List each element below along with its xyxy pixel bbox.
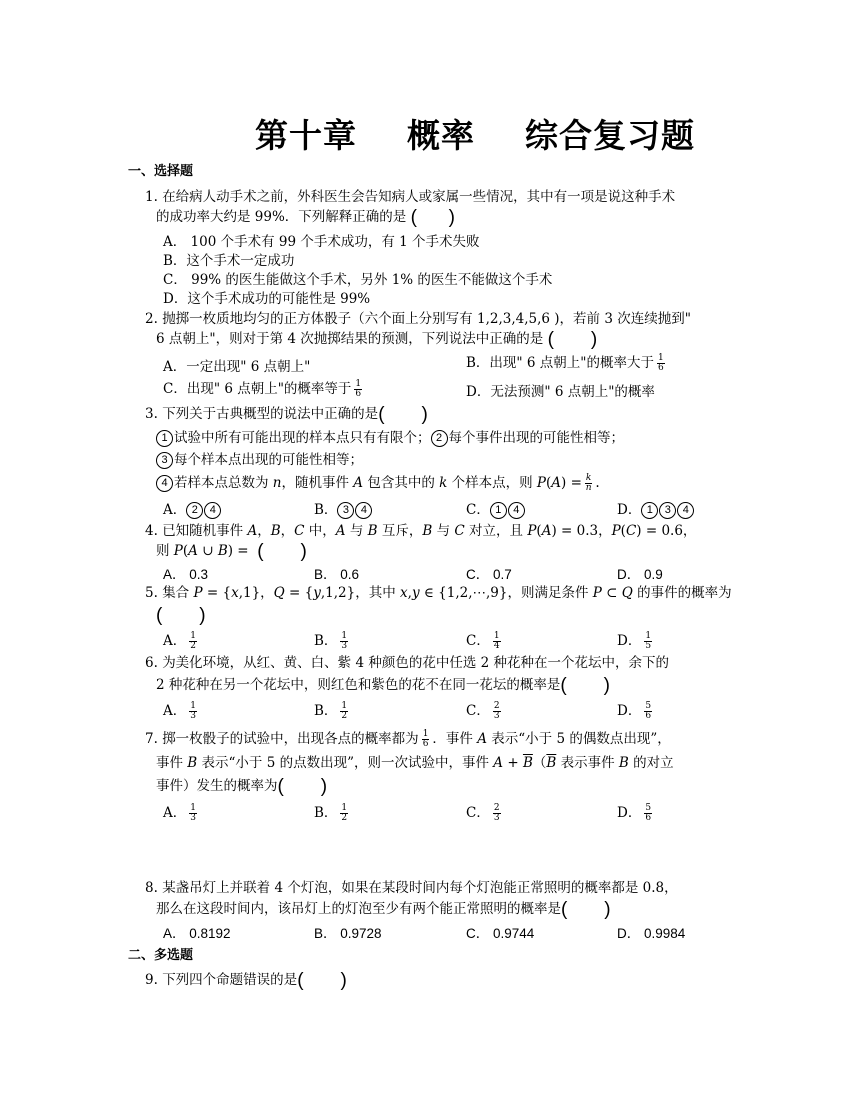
q7-option-a: A． $\frac{1}{3}$ <box>163 803 196 823</box>
q2-option-c: C．出现" 6 点朝上"的概率等于 $\frac{1}{6}$ <box>163 379 362 399</box>
section-heading-multi: 二、多选题 <box>128 948 194 963</box>
title-review: 综合复习题 <box>525 116 695 155</box>
q4-option-c: C． 0.7 <box>466 567 512 582</box>
fraction: $\frac{1}{3}$ <box>190 701 196 721</box>
q3-statement-1-2: 1 试验中所有可能出现的样本点只有有限个； 2 每个事件出现的可能性相等； <box>156 429 624 447</box>
fraction: $\frac{5}{6}$ <box>645 803 652 823</box>
q7-option-b: B． $\frac{1}{2}$ <box>314 803 348 823</box>
question-4: 4. 已知随机事件 A，B，C 中，A 与 B 互斥，B 与 C 对立，且 P(A) = 0.3，P(C) = 0.6， <box>145 523 697 539</box>
answer-blank: ( ) <box>560 675 610 696</box>
answer-blank: ( ) <box>410 207 455 228</box>
q5-option-c: C． $\frac{1}{4}$ <box>466 631 500 651</box>
q8-option-c: C． 0.9744 <box>466 926 535 941</box>
question-9: 9. 下列四个命题错误的是( ) <box>145 970 347 991</box>
answer-blank: ( ) <box>378 404 428 425</box>
q5-option-d: D． $\frac{1}{5}$ <box>617 631 652 651</box>
page-title <box>0 110 860 157</box>
fraction: $\frac{1}{6}$ <box>658 353 664 373</box>
q5-option-b: B． $\frac{1}{3}$ <box>314 631 348 651</box>
question-8: 8. 某盏吊灯上并联着 4 个灯泡，如果在某段时间内每个灯泡能正常照明的概率都是 0.8， <box>145 880 678 896</box>
question-1: 1. 在给病人动手术之前，外科医生会告知病人或家属一些情况，其中有一项是说这种手术 <box>145 189 676 205</box>
fraction: $\frac{1}{5}$ <box>645 631 652 651</box>
answer-blank: ( ) <box>561 899 611 920</box>
q7-option-d: D． $\frac{5}{6}$ <box>617 803 652 823</box>
q3-option-c: C． 1 4 <box>466 501 526 519</box>
q1-option-b: B．这个手术一定成功 <box>163 253 295 269</box>
answer-blank: ( ) <box>277 776 328 797</box>
question-8-line-2: 那么在这段时间内，该吊灯上的灯泡至少有两个能正常照明的概率是( ) <box>156 899 611 920</box>
q7-option-c: C． $\frac{2}{3}$ <box>466 803 500 823</box>
section-heading-choice: 一、选择题 <box>128 164 194 179</box>
question-5-line-2 <box>156 606 206 625</box>
fraction: $\frac{1}{6}$ <box>355 379 362 399</box>
q1-option-c: C． 99% 的医生能做这个手术，另外 1% 的医生不能做这个手术 <box>163 272 553 288</box>
question-5: 5. 集合 P = {x,1}，Q = {y,1,2}，其中 x,y ∈ {1,2,⋯,9}，则满足条件 P ⊂ Q 的事件的概率为 <box>145 585 732 601</box>
fraction: $\frac{1}{3}$ <box>341 631 348 651</box>
fraction: $\frac{1}{2}$ <box>190 631 196 651</box>
q2-option-a: A．一定出现" 6 点朝上" <box>163 359 311 375</box>
fraction: $\frac{1}{6}$ <box>422 729 429 749</box>
fraction: $\frac{2}{3}$ <box>493 701 500 721</box>
q5-option-a: A． $\frac{1}{2}$ <box>163 631 196 651</box>
q1-option-a: A． 100 个手术有 99 个手术成功，有 1 个手术失败 <box>163 234 480 250</box>
q8-option-b: B． 0.9728 <box>314 926 382 941</box>
q8-option-a: A． 0.8192 <box>163 926 231 941</box>
question-7-line-3: 事件）发生的概率为( ) <box>156 776 328 797</box>
q6-option-b: B． $\frac{1}{2}$ <box>314 701 348 721</box>
fraction: $\frac{1}{2}$ <box>341 701 348 721</box>
question-6-line-2: 2 种花种在另一个花坛中，则红色和紫色的花不在同一花坛的概率是( ) <box>156 675 610 696</box>
q3-option-b: B． 3 4 <box>314 501 373 519</box>
q3-option-a: A． 2 4 <box>163 501 222 519</box>
title-chapter: 第十章 <box>255 116 357 155</box>
question-7-line-2: 事件 B 表示“小于 5 的点数出现”，则一次试验中，事件 $A + \overline{B}(\overline{B}$ 表示事件 B 的对立 <box>156 755 674 771</box>
answer-blank: ( ) <box>547 329 598 350</box>
fraction: $\frac{1}{3}$ <box>190 803 196 823</box>
question-2: 2. 抛掷一枚质地均匀的正方体骰子（六个面上分别写有 1,2,3,4,5,6 )，若前 3 次连续抛到" <box>145 311 691 327</box>
q6-option-a: A． $\frac{1}{3}$ <box>163 701 196 721</box>
question-4-line-2: 则 P(A ∪ B) = ( ) <box>156 541 307 562</box>
q1-option-d: D．这个手术成功的可能性是 99% <box>163 291 371 307</box>
question-3: 3. 下列关于古典概型的说法中正确的是( ) <box>145 404 428 425</box>
fraction: $\frac{2}{3}$ <box>493 803 500 823</box>
q4-option-a: A． 0.3 <box>163 567 209 582</box>
q4-option-d: D． 0.9 <box>617 567 663 582</box>
q3-statement-3: 3 每个样本点出现的可能性相等； <box>156 451 363 469</box>
q2-option-b: B．出现" 6 点朝上"的概率大于 $\frac{1}{6}$ <box>466 353 664 373</box>
question-1-line-2: 的成功率大约是 99%．下列解释正确的是 ( ) <box>156 207 455 228</box>
question-6: 6. 为美化环境，从红、黄、白、紫 4 种颜色的花中任选 2 种花种在一个花坛中，余下的 <box>145 655 670 671</box>
fraction: $\frac{1}{2}$ <box>341 803 348 823</box>
q2-option-d: D．无法预测" 6 点朝上"的概率 <box>466 384 655 400</box>
q6-option-d: D． $\frac{5}{6}$ <box>617 701 652 721</box>
answer-blank: ( ) <box>297 970 347 991</box>
fraction: $\frac{1}{4}$ <box>493 631 500 651</box>
fraction: $\frac{5}{6}$ <box>645 701 652 721</box>
title-topic: 概率 <box>407 116 475 155</box>
question-2-line-2: 6 点朝上"，则对于第 4 次抛掷结果的预测，下列说法中正确的是 ( ) <box>156 329 598 350</box>
q3-option-d: D． 1 3 4 <box>617 501 695 519</box>
answer-blank: ( ) <box>156 605 206 626</box>
question-7: 7. 掷一枚骰子的试验中，出现各点的概率都为 $\frac{1}{6}$ ．事件 A 表示“小于 5 的偶数点出现”， <box>145 729 671 749</box>
q3-statement-4: 4 若样本点总数为 n，随机事件 A 包含其中的 k 个样本点，则 P(A) = $\frac{k}{n}$ . <box>156 474 600 493</box>
fraction: $\frac{k}{n}$ <box>585 473 592 493</box>
q6-option-c: C． $\frac{2}{3}$ <box>466 701 500 721</box>
q4-option-b: B． 0.6 <box>314 567 360 582</box>
q8-option-d: D． 0.9984 <box>617 926 686 941</box>
answer-blank: ( ) <box>257 541 307 562</box>
